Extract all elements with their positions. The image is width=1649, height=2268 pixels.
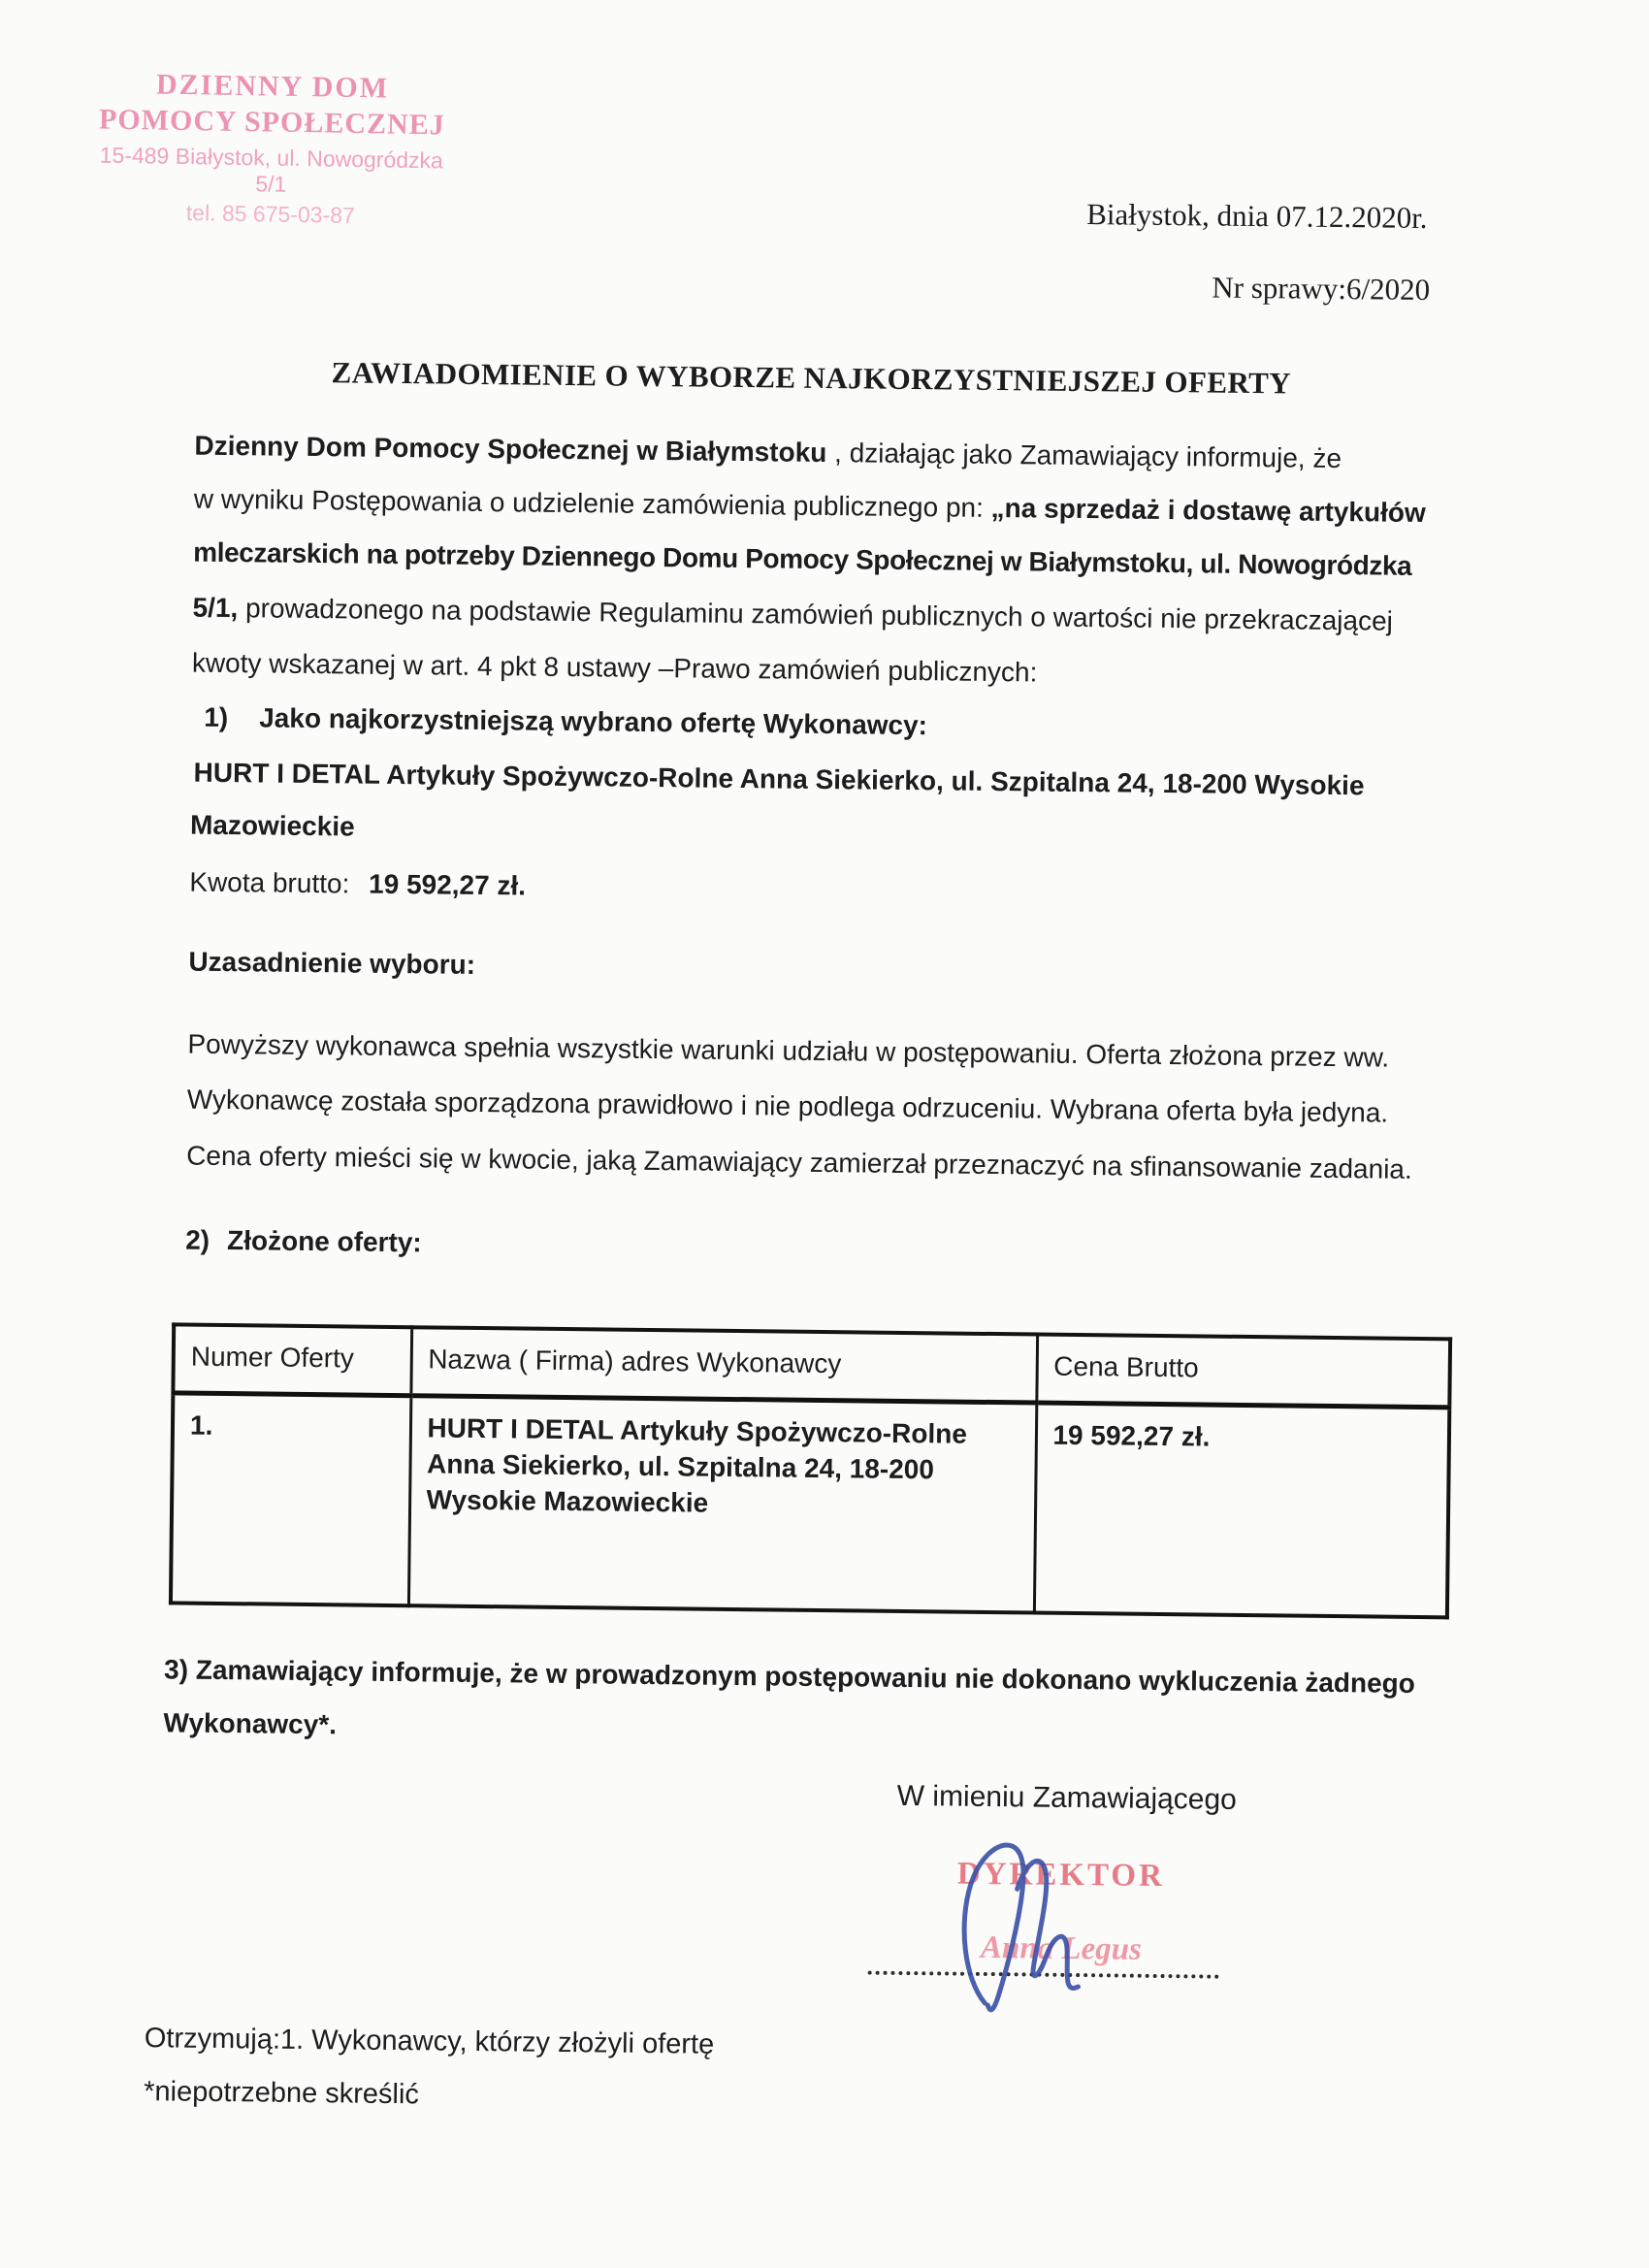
strike-note: *niepotrzebne skreślić [144,2076,420,2111]
document-title: ZAWIADOMIENIE O WYBORZE NAJKORZYSTNIEJSZEJ OFERTY [331,355,1292,401]
point1-heading-text: Jako najkorzystniejszą wybrano ofertę Wykonawcy: [259,702,928,741]
stamp-org-name-line2: POMOCY SPOŁECZNEJ [98,103,446,142]
gross-amount-value: 19 592,27 zł. [368,868,527,901]
point3-line-2: Wykonawcy*. [163,1707,338,1740]
justification-line-3: Cena oferty mieści się w kwocie, jaką Zamawiający zamierzał przeznaczyć na sfinansowanie zadania. [186,1140,1412,1184]
offers-table-header-price: Cena Brutto [1036,1335,1450,1408]
justification-line-1: Powyższy wykonawca spełnia wszystkie warunki udziału w postępowaniu. Oferta złożona przez ww. [187,1028,1390,1073]
intro-line-2 [194,483,1426,530]
intro-line-3-bold: mleczarskich na potrzeby Dziennego Domu Pomocy Społecznej w Białymstoku, ul. Nowogródzka [193,536,1412,581]
stamp-org-name-line1: DZIENNY DOM [155,68,390,105]
stamp-org-phone: tel. 85 675-03-87 [185,200,355,228]
gross-amount-label: Kwota brutto: [189,866,358,899]
intro-line-2-bold: „na sprzedaż i dostawę artykułów [990,492,1426,529]
offer-name-cell: HURT I DETAL Artykuły Spożywczo-Rolne Anna Siekierko, ul. Szpitalna 24, 18-200 Wysokie Mazowieckie [408,1396,1036,1613]
point2-heading [185,1224,422,1259]
point2-number: 2) [185,1224,210,1255]
on-behalf-label: W imieniu Zamawiającego [896,1779,1238,1816]
point2-heading-text: Złożone oferty: [226,1225,422,1258]
intro-line-4 [192,592,1393,638]
justification-line-2: Wykonawcę została sporządzona prawidłowo i nie podlega odrzuceniu. Wybrana oferta była jedyna. [186,1084,1389,1128]
handwritten-signature [955,1831,1122,2026]
intro-line-3 [193,536,1411,583]
point1-heading [204,701,927,742]
point1-number: 1) [204,701,229,733]
winner-name-line2: Mazowieckie [189,809,355,842]
offer-price-cell: 19 592,27 zł. [1034,1403,1449,1617]
director-stamp-name: Anna Legus [980,1929,1143,1967]
case-number: Nr sprawy:6/2020 [1212,270,1431,308]
offers-table-header-number: Numer Oferty [173,1324,411,1395]
offers-table [169,1322,1452,1619]
intro-line-1 [194,430,1342,475]
intro-line-5-rest: kwoty wskazanej w art. 4 pkt 8 ustawy –Prawo zamówień publicznych: [191,647,1038,688]
intro-line-5 [192,647,1038,689]
organization-stamp [83,67,461,230]
gross-amount-line [189,866,526,903]
director-stamp-title: DYREKTOR [956,1856,1166,1895]
offers-table-header-name: Nazwa ( Firma) adres Wykonawcy [410,1327,1037,1403]
justification-heading: Uzasadnienie wyboru: [188,946,476,980]
intro-line-1-bold: Dzienny Dom Pomocy Społecznej w Białymstoku [194,430,835,469]
offers-table-row [171,1393,1449,1617]
intro-line-4-bold: 5/1, [192,592,239,624]
winner-name-line1: HURT I DETAL Artykuły Spożywczo-Rolne Anna Siekierko, ul. Szpitalna 24, 18-200 Wysokie [193,757,1365,801]
place-and-date: Białystok, dnia 07.12.2020r. [1086,197,1428,236]
distribution-note: Otrzymują:1. Wykonawcy, którzy złożyli ofertę [144,2023,715,2060]
intro-line-2-rest: w wyniku Postępowania o udzielenie zamówienia publicznego pn: [193,483,991,523]
intro-line-4-rest: prowadzonego na podstawie Regulaminu zamówień publicznych o wartości nie przekraczającej [238,593,1394,636]
point3-line-1: 3) Zamawiający informuje, że w prowadzonym postępowaniu nie dokonano wykluczenia żadnego [163,1654,1416,1699]
offer-number-cell: 1. [171,1393,410,1605]
stamp-org-address: 15-489 Białystok, ul. Nowogródzka 5/1 [99,142,444,197]
intro-line-1-rest: , działając jako Zamawiający informuje, że [833,437,1342,474]
